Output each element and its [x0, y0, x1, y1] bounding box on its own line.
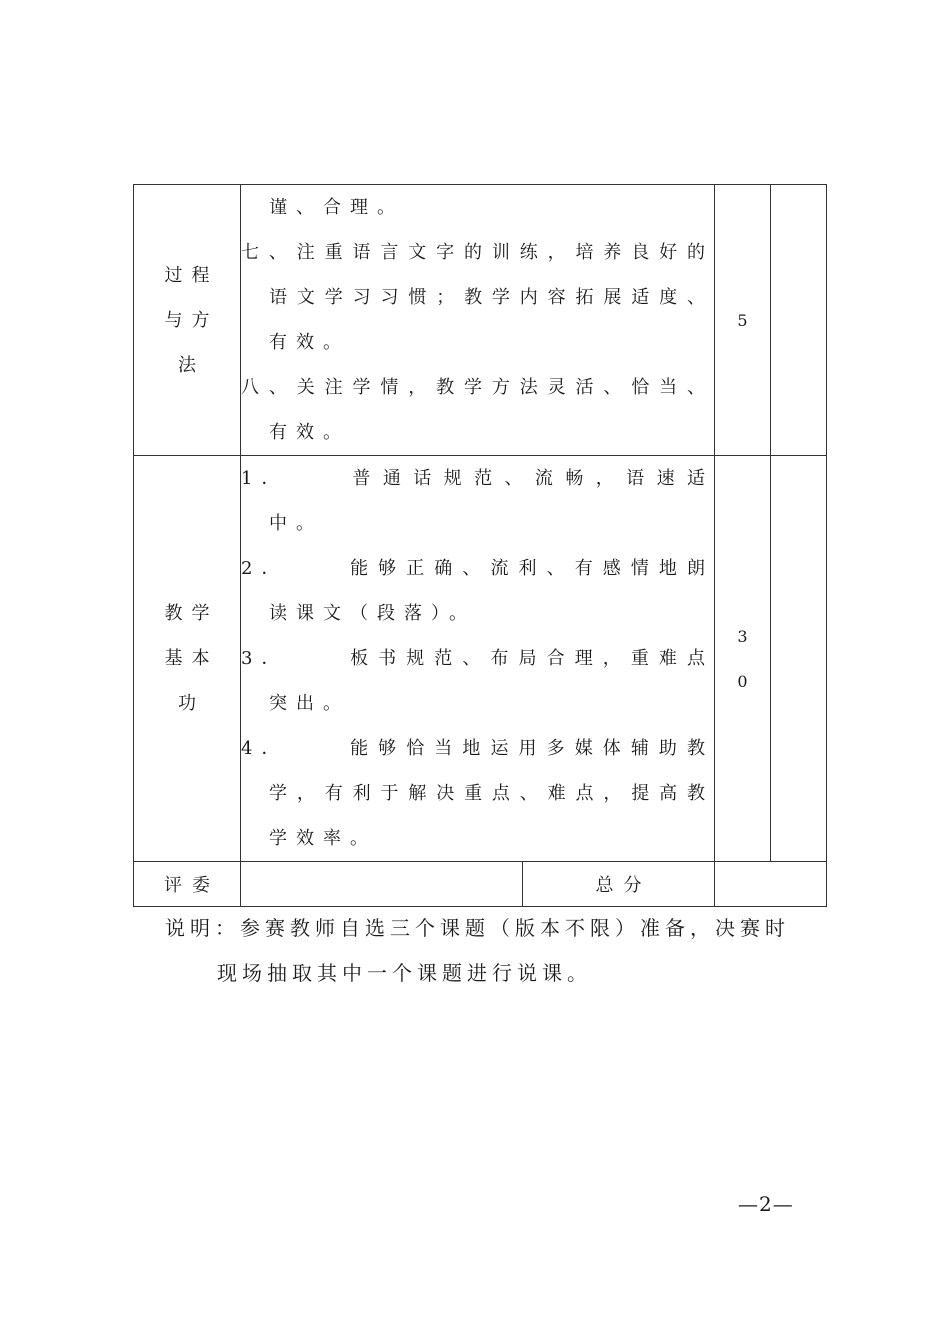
category-cell — [134, 456, 241, 862]
table-row — [134, 185, 827, 456]
note — [165, 906, 825, 996]
judge-label: 评委 — [134, 862, 241, 907]
table-row — [134, 862, 827, 907]
criteria-number: 七、 — [241, 242, 297, 263]
blank-score-cell — [771, 456, 827, 862]
criteria-number: 1． — [241, 468, 289, 489]
score-value: 3 — [737, 626, 748, 646]
criteria-text: 注重语言文字的训练，培养良好的语文学习习惯；教学内容拓展适度、有效。 — [269, 242, 714, 353]
blank-score-cell — [771, 185, 827, 456]
criteria-text: 板书规范、布局合理，重难点突出。 — [269, 648, 714, 714]
note-line: 现场抽取其中一个课题进行说课。 — [217, 961, 592, 985]
criteria-number: 八、 — [241, 377, 297, 398]
criteria-number: 4． — [241, 738, 289, 759]
criteria-text: 普通话规范、流畅，语速适中。 — [269, 468, 714, 534]
category-line: 过程 — [164, 264, 219, 286]
score-value: 0 — [737, 671, 748, 691]
criteria-item — [241, 230, 714, 365]
criteria-text: 谨、合理。 — [269, 197, 404, 218]
criteria-item — [241, 185, 714, 230]
score-cell — [715, 456, 771, 862]
criteria-item — [241, 726, 714, 861]
score-cell — [715, 185, 771, 456]
criteria-item — [241, 636, 714, 726]
criteria-text: 能够恰当地运用多媒体辅助教学，有利于解决重点、难点，提高教学效率。 — [269, 738, 714, 849]
criteria-text: 关注学情，教学方法灵活、恰当、有效。 — [269, 377, 714, 443]
page-number: —2— — [738, 1192, 794, 1216]
category-cell — [134, 185, 241, 456]
category-line: 法 — [178, 354, 205, 376]
total-score-cell — [715, 862, 827, 907]
category-line: 教学 — [164, 603, 219, 624]
total-label: 总分 — [523, 862, 715, 907]
criteria-item — [241, 456, 714, 546]
scoring-table — [133, 184, 827, 907]
criteria-text: 能够正确、流利、有感情地朗读课文（段落）。 — [269, 558, 714, 624]
criteria-cell — [241, 456, 715, 862]
judge-signature-cell — [241, 862, 523, 907]
note-line: 说明：参赛教师自选三个课题（版本不限）准备，决赛时 — [165, 916, 790, 940]
table-row — [134, 456, 827, 862]
score-value: 5 — [737, 310, 748, 330]
criteria-item — [241, 365, 714, 455]
criteria-number: 3． — [241, 648, 289, 669]
criteria-cell — [241, 185, 715, 456]
category-line: 基本 — [164, 648, 219, 669]
category-line: 与方 — [164, 309, 219, 331]
criteria-number: 2． — [241, 558, 289, 579]
criteria-item — [241, 546, 714, 636]
category-line: 功 — [178, 693, 205, 714]
